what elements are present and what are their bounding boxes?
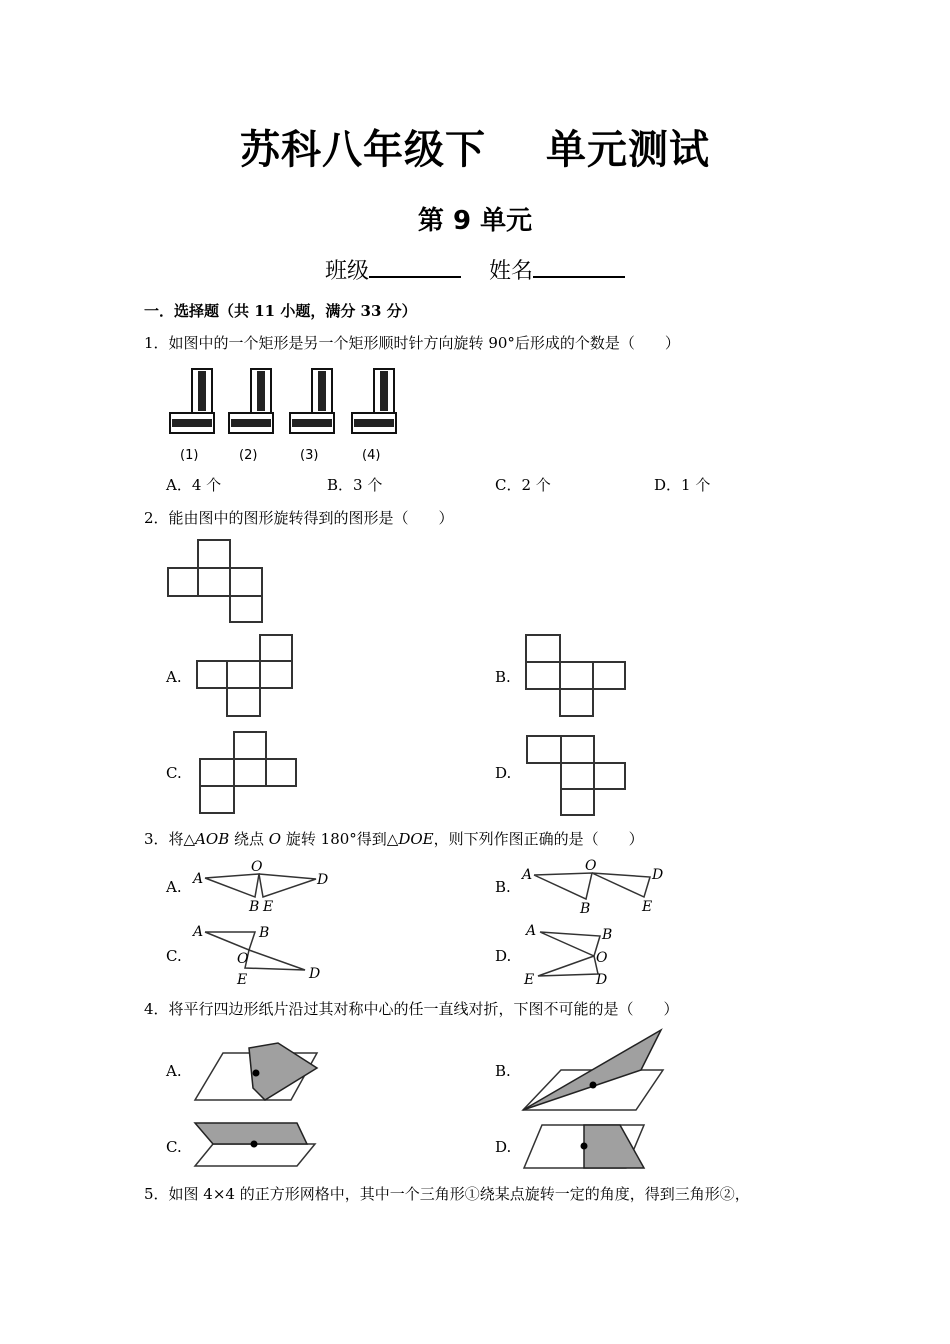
q3d-label-e: E <box>524 972 535 988</box>
question-3-text: 3．将△AOB 绕点 O 旋转 180°得到△DOE，则下列作图正确的是（ ） <box>144 830 644 848</box>
question-4-text: 4．将平行四边形纸片沿过其对称中心的任一直线对折，下图不可能的是（ ） <box>144 1000 679 1018</box>
q1-panel-4 <box>352 369 396 463</box>
q1-panel-2 <box>229 369 273 463</box>
q1-panel-label-1: (1) <box>180 448 199 463</box>
q3b-label-e: E <box>642 899 653 915</box>
q1-option-d[interactable]: D．1 个 <box>654 476 711 494</box>
q2-option-d[interactable]: D. <box>495 764 512 782</box>
class-blank[interactable] <box>369 256 461 278</box>
q3b-label-o: O <box>585 858 597 874</box>
q3c-label-o: O <box>237 951 249 967</box>
q3c-label-e: E <box>237 972 248 988</box>
unit-subtitle: 第 9 单元 <box>417 206 533 236</box>
q4-option-b[interactable]: B. <box>495 1062 511 1080</box>
question-5-text: 5．如图 4×4 的正方形网格中，其中一个三角形①绕某点旋转一定的角度，得到三角形②， <box>144 1185 750 1203</box>
q1-panel-1 <box>170 369 214 463</box>
q2-figure-c <box>198 731 300 815</box>
q1-panel-3 <box>290 369 334 463</box>
q1-option-c[interactable]: C．2 个 <box>495 476 551 494</box>
q3-figure-c <box>193 922 333 986</box>
q3-option-b[interactable]: B. <box>495 878 511 896</box>
q2-option-a[interactable]: A. <box>166 668 182 686</box>
q3b-label-a: A <box>522 867 533 883</box>
q3d-label-o: O <box>596 950 608 966</box>
class-label: 班级 <box>324 259 369 284</box>
q4-figure-a <box>193 1038 323 1104</box>
q3c-label-b: B <box>259 925 270 941</box>
q3d-label-d: D <box>596 972 608 988</box>
name-blank[interactable] <box>533 256 625 278</box>
q3-figure-a <box>193 857 333 917</box>
q4-figure-b <box>521 1028 666 1114</box>
name-label: 姓名 <box>489 259 534 284</box>
q2-option-c[interactable]: C. <box>166 764 182 782</box>
q1-figure <box>165 365 405 465</box>
q3-figure-b <box>522 855 672 917</box>
q2-given-figure <box>166 538 270 624</box>
q3-option-d[interactable]: D. <box>495 947 512 965</box>
question-2-text: 2．能由图中的图形旋转得到的图形是（ ） <box>144 509 454 527</box>
q2-figure-a <box>196 634 296 718</box>
title-right: 单元测试 <box>546 127 710 173</box>
q1-option-b[interactable]: B．3 个 <box>327 476 383 494</box>
question-1-text: 1．如图中的一个矩形是另一个矩形顺时针方向旋转 90°后形成的个数是（ ） <box>144 334 680 352</box>
q2-figure-b <box>524 634 628 718</box>
page-title <box>0 118 950 175</box>
q2-option-b[interactable]: B. <box>495 668 511 686</box>
q1-panel-label-2: (2) <box>239 448 258 463</box>
section-heading: 一．选择题（共 11 小题，满分 33 分） <box>144 302 417 320</box>
class-name-line <box>0 254 950 285</box>
q3-option-a[interactable]: A. <box>166 878 182 896</box>
q3-figure-d <box>522 922 632 988</box>
q3a-label-o: O <box>251 859 263 875</box>
title-left: 苏科八年级下 <box>240 127 486 173</box>
q3c-label-a: A <box>193 924 204 940</box>
q4-option-a[interactable]: A. <box>166 1062 182 1080</box>
q3b-label-d: D <box>652 867 664 883</box>
q3b-label-b: B <box>580 901 591 917</box>
q1-panel-label-3: (3) <box>300 448 319 463</box>
q3a-label-d: D <box>317 872 329 888</box>
q4-option-c[interactable]: C. <box>166 1138 182 1156</box>
q4-figure-c <box>193 1118 319 1168</box>
q3-option-c[interactable]: C. <box>166 947 182 965</box>
q4-option-d[interactable]: D. <box>495 1138 512 1156</box>
q1-panel-label-4: (4) <box>362 448 381 463</box>
q3a-label-a: A <box>193 871 204 887</box>
q3a-label-b: B <box>249 899 260 915</box>
q3d-label-a: A <box>526 923 537 939</box>
q3d-label-b: B <box>602 927 613 943</box>
q3a-label-e: E <box>263 899 274 915</box>
q3c-label-d: D <box>309 966 321 982</box>
q2-figure-d <box>525 734 629 816</box>
q4-figure-d <box>522 1120 646 1172</box>
q1-option-a[interactable]: A．4 个 <box>166 476 222 494</box>
